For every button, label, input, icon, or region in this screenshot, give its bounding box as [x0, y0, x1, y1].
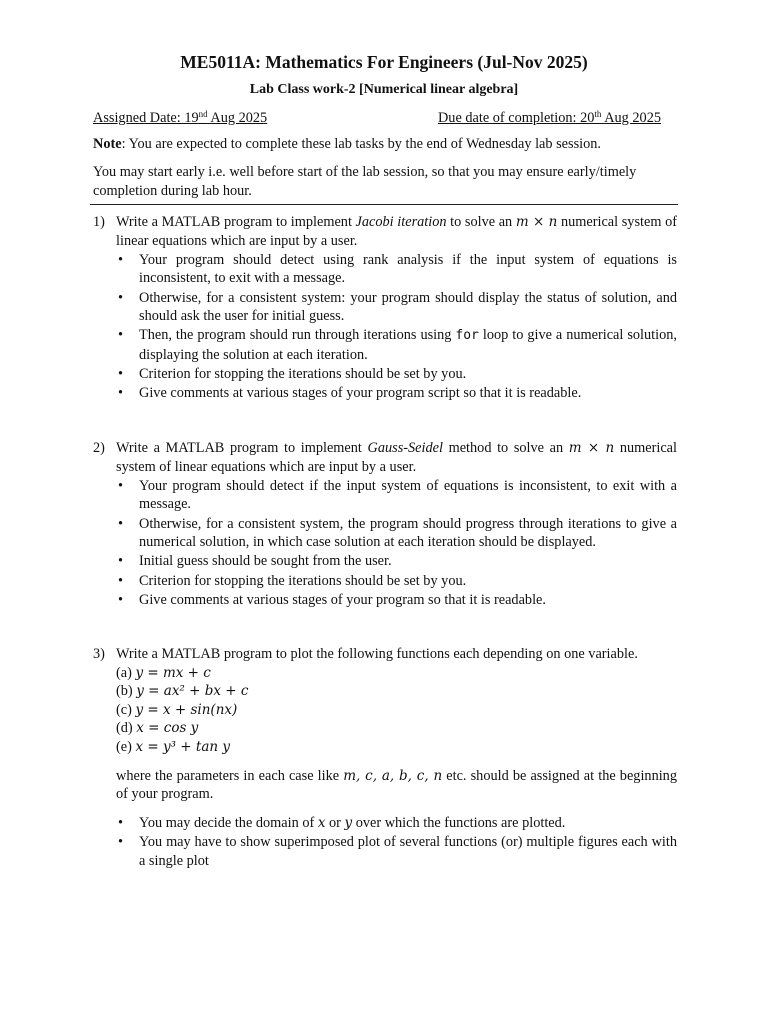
question-2: [93, 439, 677, 609]
list-item: • Give comments at various stages of your program so that it is readable.: [118, 591, 546, 608]
list-item: • Initial guess should be sought from the user.: [118, 553, 392, 570]
assigned-date: Assigned Date: 19nd Aug 2025: [93, 109, 268, 126]
function-item: (a) y = mx + c: [116, 664, 211, 681]
question-number: 2): [93, 440, 105, 456]
list-item: • Give comments at various stages of your program script so that it is readable.: [118, 385, 582, 402]
course-title: ME5011A: Mathematics For Engineers (Jul-Nov 2025): [180, 52, 588, 72]
list-item: • Your program should detect if the input system of equations is inconsistent, to exit with a message.: [118, 477, 677, 513]
list-item: • Your program should detect using rank analysis if the input system of equations is inconsistent, to exit with a message.: [118, 251, 677, 287]
plot-notes-list: [116, 814, 677, 870]
function-item: (e) x = y³ + tan y: [116, 738, 230, 755]
question-intro: Write a MATLAB program to plot the following functions each depending on one variable.: [116, 646, 638, 662]
due-date: Due date of completion: 20th Aug 2025: [437, 109, 661, 126]
lab-subtitle: Lab Class work-2 [Numerical linear algebra]: [249, 82, 519, 97]
list-item: • Criterion for stopping the iterations should be set by you.: [118, 572, 467, 589]
early-start-paragraph: You may start early i.e. well before start of the lab session, so that you may ensure early/timely completion during lab hour.: [93, 164, 637, 199]
function-item: (b) y = ax² + bx + c: [116, 683, 249, 700]
list-item: • Otherwise, for a consistent system, the program should progress through iterations to give a numerical solution, in which case solution at each iteration should be displayed.: [118, 515, 677, 551]
list-item: • You may decide the domain of x or y over which the functions are plotted.: [118, 814, 566, 831]
question-intro: Write a MATLAB program to implement Jacobi iteration to solve an m × n numerical system of linear equations which are input by a user.: [116, 214, 677, 249]
question-number: 3): [93, 646, 105, 662]
requirements-list: [116, 477, 677, 610]
list-item: • Criterion for stopping the iterations should be set by you.: [118, 366, 467, 383]
question-intro: Write a MATLAB program to implement Gauss-Seidel method to solve an m × n numerical system of linear equations which are input by a user.: [116, 440, 677, 475]
code-keyword: for: [455, 328, 479, 344]
note-paragraph: Note: You are expected to complete these lab tasks by the end of Wednesday lab session.: [93, 136, 601, 152]
function-item: (c) y = x + sin(nx): [116, 701, 238, 718]
question-number: 1): [93, 214, 105, 230]
list-item: • Otherwise, for a consistent system: your program should display the status of solution, and should ask the user for initial guess.: [118, 289, 677, 325]
list-item: • Then, the program should run through iterations using for loop to give a numerical solution, displaying the solution at each iteration.: [118, 327, 677, 363]
note-label: Note: [93, 136, 122, 152]
list-item: • You may have to show superimposed plot of several functions (or) multiple figures each with a single plot: [118, 833, 677, 869]
requirements-list: [116, 251, 677, 403]
question-3: [93, 645, 677, 870]
function-list: [116, 664, 677, 757]
parameters-paragraph: where the parameters in each case like m, c, a, b, c, n etc. should be assigned at the beginning of your program.: [116, 767, 677, 803]
section-divider: [90, 204, 678, 205]
question-1: [93, 213, 677, 403]
function-item: (d) x = cos y: [116, 720, 199, 737]
